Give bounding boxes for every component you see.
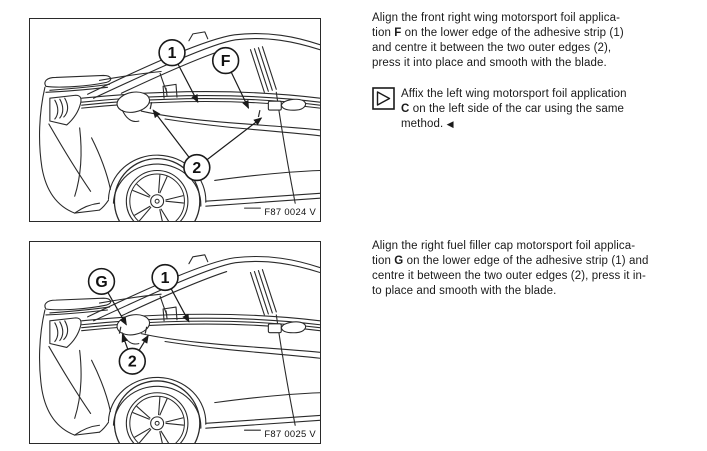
foil-edge-marks xyxy=(150,102,260,117)
callout-label: F xyxy=(220,53,231,71)
callout-label: 2 xyxy=(192,159,202,177)
instruction-paragraph-2 xyxy=(372,239,704,299)
car-line-drawing xyxy=(30,19,320,221)
text-line: centre it between the two outer edges (2), press it in- xyxy=(372,270,646,282)
callout-label: 1 xyxy=(160,269,170,287)
figure-fuel-filler-foil xyxy=(29,241,321,444)
note-text xyxy=(401,87,627,132)
door-handle xyxy=(268,322,305,333)
text-line: method. ◀ xyxy=(401,118,454,130)
rear-wheel xyxy=(114,381,199,443)
callout-label: 1 xyxy=(167,45,177,63)
note-block xyxy=(372,87,704,132)
text-line: and centre it between the two outer edges (2), xyxy=(372,42,612,54)
callout-label: 2 xyxy=(127,353,137,371)
text-line: tion G on the lower edge of the adhesive strip (1) and xyxy=(372,255,649,267)
text-line: to place and smooth with the blade. xyxy=(372,285,557,297)
text-line: Affix the left wing motorsport foil application xyxy=(401,88,627,100)
callout-label: G xyxy=(95,273,108,291)
text-line: Align the right fuel filler cap motorsport foil applica- xyxy=(372,240,636,252)
note-icon xyxy=(372,87,395,110)
callout-G xyxy=(89,269,127,325)
text-line: Align the front right wing motorsport foil applica- xyxy=(372,12,620,24)
text-line: C on the left side of the car using the same xyxy=(401,103,625,115)
callout-2 xyxy=(119,335,148,374)
figure-code-label: F87 0025 V xyxy=(264,428,317,440)
car-line-drawing xyxy=(30,242,320,443)
figure-code-label: F87 0024 V xyxy=(264,206,317,218)
text-line: tion F on the lower edge of the adhesive strip (1) xyxy=(372,27,624,39)
text-line: press it into place and smooth with the blade. xyxy=(372,57,607,69)
door-handle xyxy=(268,99,305,110)
end-of-instruction-marker: ◀ xyxy=(446,119,454,129)
instruction-paragraph-1 xyxy=(372,11,704,71)
figure-front-wing-foil xyxy=(29,18,321,222)
